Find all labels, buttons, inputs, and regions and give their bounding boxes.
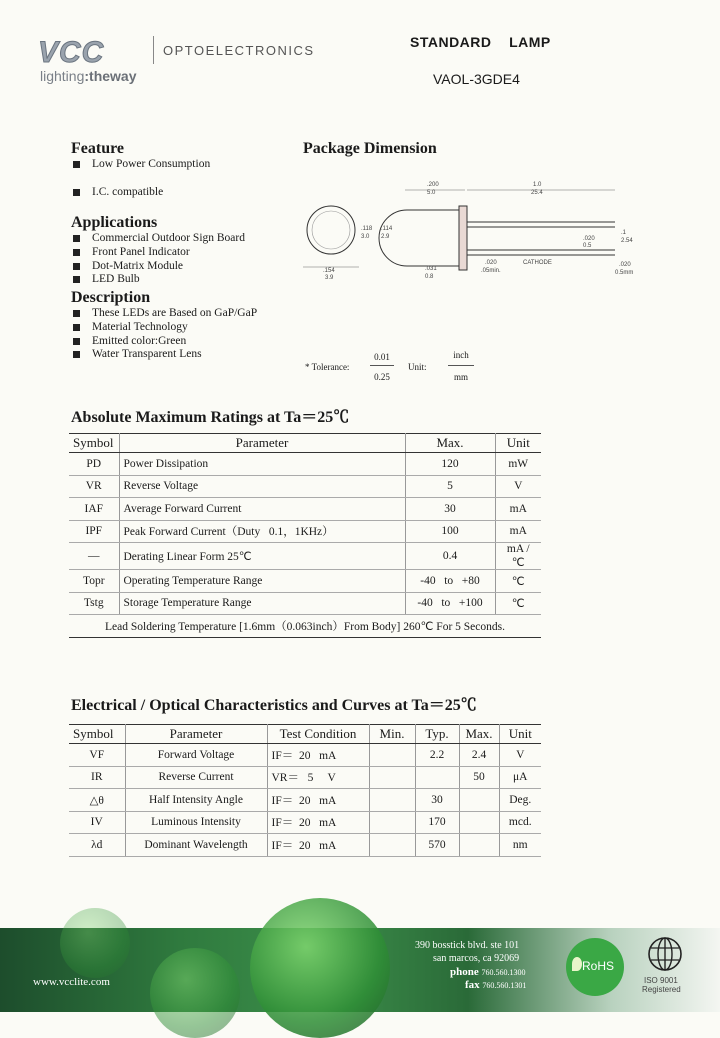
list-item: Front Panel Indicator <box>71 246 245 260</box>
cell-unit: Deg. <box>499 789 541 812</box>
lens-outline <box>307 206 355 254</box>
table-row <box>69 453 541 476</box>
cell-test-condition: VR＝ 5 V <box>267 766 369 789</box>
cell-parameter: Reverse Voltage <box>119 475 405 498</box>
list-item: Material Technology <box>71 321 257 335</box>
dim-label: 2.54 <box>621 238 633 244</box>
dim-label: .031 <box>425 266 437 272</box>
table-header-row <box>69 725 541 744</box>
document-title: STANDARD LAMP <box>410 34 551 50</box>
col-header: Parameter <box>119 434 405 453</box>
dim-label: 2.9 <box>381 234 390 240</box>
table-row <box>69 766 541 789</box>
cell-parameter: Storage Temperature Range <box>119 592 405 615</box>
cell-symbol: PD <box>69 453 119 476</box>
description-heading: Description <box>71 289 151 306</box>
cell-symbol: IR <box>69 766 125 789</box>
fax-number: 760.560.1301 <box>482 981 527 990</box>
col-header: Min. <box>369 725 415 744</box>
list-item: Water Transparent Lens <box>71 348 257 362</box>
cell-parameter: Luminous Intensity <box>125 811 267 834</box>
footer-banner <box>0 928 720 1012</box>
phone-number: 760.560.1300 <box>481 968 526 977</box>
list-item: I.C. compatible <box>71 186 210 200</box>
iso-label: ISO 9001 <box>644 976 678 985</box>
electrical-table <box>69 724 541 857</box>
col-header: Max. <box>405 434 495 453</box>
cell-symbol: Tstg <box>69 592 119 615</box>
table-row <box>69 475 541 498</box>
abs-ratings-heading: Absolute Maximum Ratings at Ta＝25℃ <box>71 409 350 426</box>
table-row <box>69 570 541 593</box>
tolerance-mm: 0.25 <box>374 372 390 382</box>
dim-label: 3.0 <box>361 234 370 240</box>
cell-unit: V <box>495 475 541 498</box>
cell-symbol: Topr <box>69 570 119 593</box>
cell-max: 5 <box>405 475 495 498</box>
dim-label: .118 <box>361 226 373 232</box>
table-row <box>69 498 541 521</box>
dim-label: .1 <box>621 230 627 236</box>
package-drawing <box>295 172 640 287</box>
vcc-logo: VCC <box>38 36 105 69</box>
cell-symbol: IPF <box>69 520 119 543</box>
electrical-heading: Electrical / Optical Characteristics and Curves at Ta＝25℃ <box>71 697 477 714</box>
cell-max <box>459 789 499 812</box>
dim-label: 0.5 <box>583 243 592 249</box>
led-graphic <box>250 898 390 1038</box>
dim-label: 25.4 <box>531 190 543 196</box>
address-line-1: 390 bosstick blvd. ste 101 <box>415 940 520 951</box>
cell-max <box>459 834 499 857</box>
cell-symbol: VR <box>69 475 119 498</box>
cell-parameter: Derating Linear Form 25℃ <box>119 543 405 570</box>
cell-max: 0.4 <box>405 543 495 570</box>
feature-list <box>71 158 210 200</box>
cell-test-condition: IF＝ 20 mA <box>267 834 369 857</box>
applications-list <box>71 232 245 287</box>
col-header: Symbol <box>69 725 125 744</box>
list-item: These LEDs are Based on GaP/GaP <box>71 307 257 321</box>
tagline <box>40 68 137 84</box>
col-header: Test Condition <box>267 725 369 744</box>
phone-label: phone <box>450 966 479 978</box>
cell-max: 100 <box>405 520 495 543</box>
description-list <box>71 307 257 362</box>
cell-min <box>369 789 415 812</box>
cell-unit: mA <box>495 498 541 521</box>
cell-symbol: VF <box>69 744 125 767</box>
cell-test-condition: IF＝ 20 mA <box>267 811 369 834</box>
table-row <box>69 744 541 767</box>
list-item: Low Power Consumption <box>71 158 210 172</box>
dim-label: 5.0 <box>427 190 436 196</box>
cell-unit: mA / ℃ <box>495 543 541 570</box>
cell-max: 30 <box>405 498 495 521</box>
cell-parameter: Half Intensity Angle <box>125 789 267 812</box>
cell-parameter: Dominant Wavelength <box>125 834 267 857</box>
soldering-note: Lead Soldering Temperature [1.6mm（0.063inch）From Body] 260℃ For 5 Seconds. <box>69 615 541 638</box>
dim-label: 0.5mm <box>615 270 634 276</box>
cell-parameter: Reverse Current <box>125 766 267 789</box>
table-row <box>69 520 541 543</box>
cell-unit: V <box>499 744 541 767</box>
globe-icon <box>643 934 687 974</box>
phone <box>450 966 526 978</box>
dim-label: 3.9 <box>325 275 334 281</box>
fax-label: fax <box>465 979 480 991</box>
cell-min <box>369 811 415 834</box>
dim-label: CATHODE <box>523 260 552 266</box>
table-footnote-row <box>69 615 541 638</box>
cell-unit: ℃ <box>495 592 541 615</box>
led-graphic <box>150 948 240 1038</box>
cell-unit: mA <box>495 520 541 543</box>
package-heading: Package Dimension <box>303 140 437 157</box>
part-number: VAOL-3GDE4 <box>433 71 520 87</box>
dim-label: 1.0 <box>533 182 542 188</box>
cell-parameter: Operating Temperature Range <box>119 570 405 593</box>
website-link[interactable]: www.vcclite.com <box>33 976 110 988</box>
cell-max: -40 to +80 <box>405 570 495 593</box>
col-header: Typ. <box>415 725 459 744</box>
col-header: Parameter <box>125 725 267 744</box>
dim-label: .020 <box>619 262 631 268</box>
cell-typ: 570 <box>415 834 459 857</box>
tagline-sep: : <box>84 68 90 84</box>
list-item: Commercial Outdoor Sign Board <box>71 232 245 246</box>
unit-line <box>448 365 474 366</box>
feature-heading: Feature <box>71 140 125 157</box>
cell-symbol: IAF <box>69 498 119 521</box>
cell-max: 2.4 <box>459 744 499 767</box>
dim-label: .05min. <box>481 268 501 274</box>
cell-parameter: Peak Forward Current（Duty 0.1，1KHz） <box>119 520 405 543</box>
rohs-text: RoHS <box>582 959 615 973</box>
cell-test-condition: IF＝ 20 mA <box>267 789 369 812</box>
cell-symbol: λd <box>69 834 125 857</box>
cell-min <box>369 744 415 767</box>
lens-inner <box>312 211 350 249</box>
table-row <box>69 592 541 615</box>
table-row <box>69 543 541 570</box>
rohs-badge <box>566 938 624 996</box>
cell-unit: μA <box>499 766 541 789</box>
iso-registered: Registered <box>642 985 681 994</box>
col-header: Max. <box>459 725 499 744</box>
address-line-2: san marcos, ca 92069 <box>433 953 520 964</box>
dim-label: .154 <box>323 268 335 274</box>
led-graphic <box>60 908 130 978</box>
dim-label: .200 <box>427 182 439 188</box>
flange <box>459 206 467 270</box>
fax <box>465 979 526 991</box>
cell-test-condition: IF＝ 20 mA <box>267 744 369 767</box>
tolerance-line <box>370 365 394 366</box>
cell-symbol: — <box>69 543 119 570</box>
cell-typ: 170 <box>415 811 459 834</box>
division-name: OPTOELECTRONICS <box>163 43 315 58</box>
col-header: Unit <box>495 434 541 453</box>
list-item: LED Bulb <box>71 273 245 287</box>
cell-min <box>369 766 415 789</box>
tagline-bold: theway <box>89 68 137 84</box>
cell-parameter: Power Dissipation <box>119 453 405 476</box>
dim-label: .020 <box>485 260 497 266</box>
applications-heading: Applications <box>71 214 158 231</box>
unit-label: Unit: <box>408 362 427 372</box>
abs-ratings-table <box>69 433 541 638</box>
cell-typ: 2.2 <box>415 744 459 767</box>
cell-parameter: Forward Voltage <box>125 744 267 767</box>
tolerance-label: * Tolerance: <box>305 362 350 372</box>
cell-unit: ℃ <box>495 570 541 593</box>
cell-max <box>459 811 499 834</box>
dim-label: .020 <box>583 236 595 242</box>
table-row <box>69 811 541 834</box>
cell-min <box>369 834 415 857</box>
leaf-icon <box>572 957 582 971</box>
logo-divider <box>153 36 154 64</box>
cell-symbol: △θ <box>69 789 125 812</box>
unit-inch: inch <box>453 350 469 360</box>
cell-unit: mW <box>495 453 541 476</box>
table-row <box>69 834 541 857</box>
cell-unit: mcd. <box>499 811 541 834</box>
col-header: Unit <box>499 725 541 744</box>
list-item: Dot-Matrix Module <box>71 260 245 274</box>
list-item: Emitted color:Green <box>71 335 257 349</box>
cell-max: 50 <box>459 766 499 789</box>
cell-max: 120 <box>405 453 495 476</box>
cell-typ: 30 <box>415 789 459 812</box>
cell-symbol: IV <box>69 811 125 834</box>
tolerance-inch: 0.01 <box>374 352 390 362</box>
table-row <box>69 789 541 812</box>
cell-typ <box>415 766 459 789</box>
cell-unit: nm <box>499 834 541 857</box>
cell-max: -40 to +100 <box>405 592 495 615</box>
tagline-light: lighting <box>40 68 85 84</box>
table-header-row <box>69 434 541 453</box>
dim-label: .114 <box>381 226 393 232</box>
col-header: Symbol <box>69 434 119 453</box>
unit-mm: mm <box>453 372 468 382</box>
dim-label: 0.8 <box>425 274 434 280</box>
cell-parameter: Average Forward Current <box>119 498 405 521</box>
